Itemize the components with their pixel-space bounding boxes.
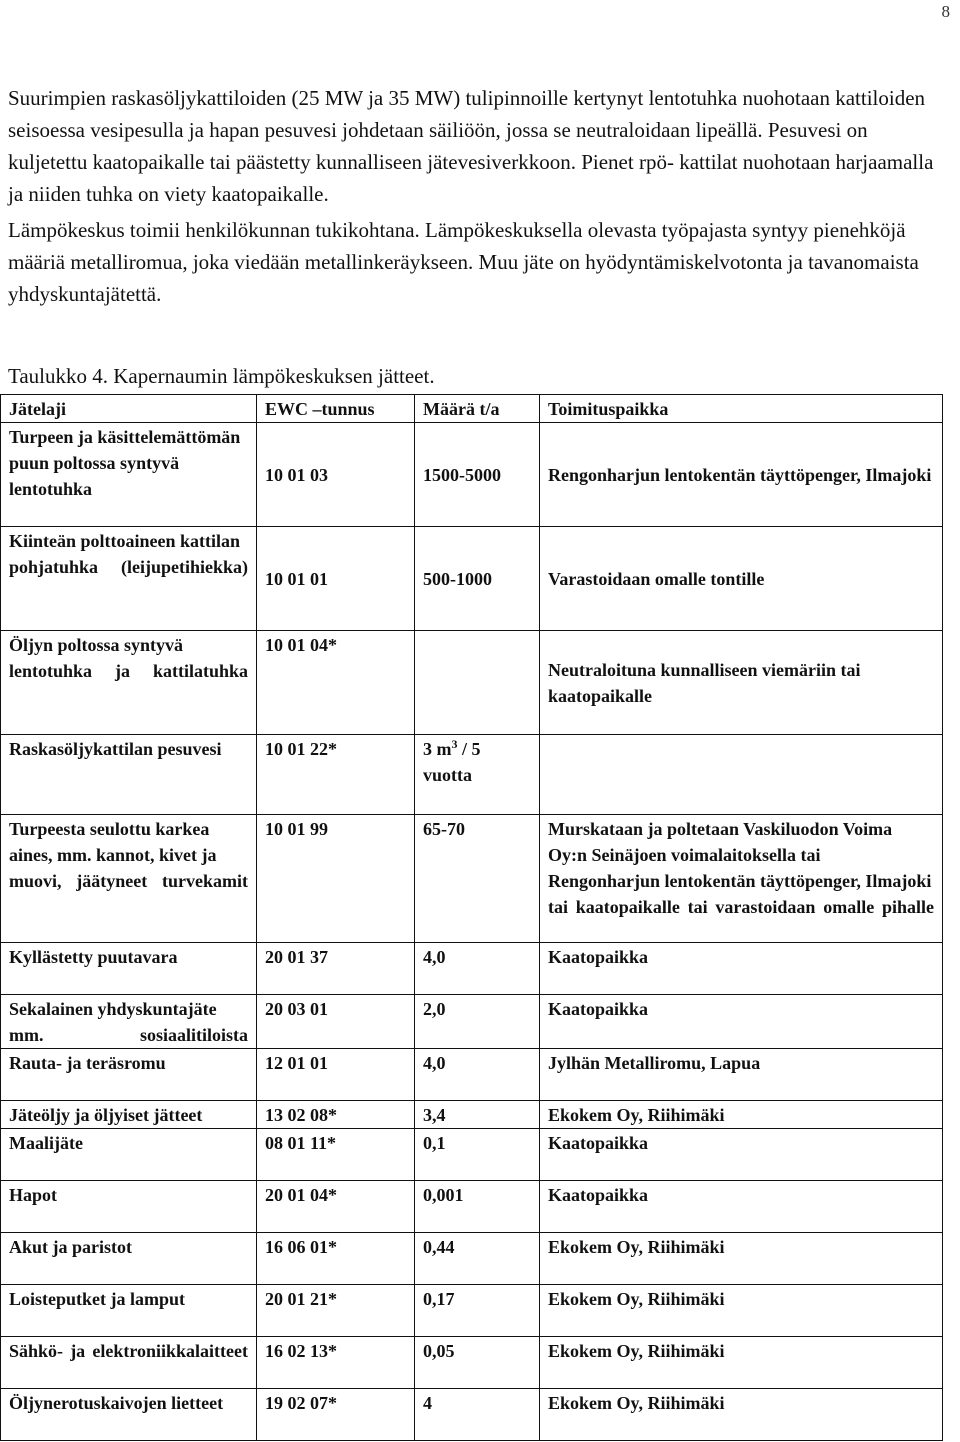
table-row <box>1 735 943 815</box>
table-row <box>1 527 943 631</box>
table-row <box>1 1049 943 1101</box>
waste-type-cell: Akut ja paristot <box>1 1233 257 1285</box>
table-row <box>1 1337 943 1389</box>
amount-cell <box>415 631 540 735</box>
column-header-waste-type: Jätelaji <box>1 395 257 423</box>
ewc-code-cell: 20 01 04* <box>257 1181 415 1233</box>
page-number: 8 <box>941 2 950 21</box>
destination-cell: Kaatopaikka <box>540 1181 943 1233</box>
waste-table <box>0 394 943 1441</box>
column-header-ewc-code: EWC –tunnus <box>257 395 415 423</box>
table-header-row <box>1 395 943 423</box>
amount-superscript: 3 <box>451 737 458 751</box>
destination-cell: Ekokem Oy, Riihimäki <box>540 1337 943 1389</box>
table-row <box>1 1233 943 1285</box>
table-row <box>1 995 943 1049</box>
amount-cell: 0,44 <box>415 1233 540 1285</box>
table-row <box>1 1181 943 1233</box>
amount-cell: 1500-5000 <box>415 423 540 527</box>
ewc-code-cell: 10 01 01 <box>257 527 415 631</box>
amount-cell: 0,001 <box>415 1181 540 1233</box>
ewc-code-cell: 10 01 03 <box>257 423 415 527</box>
ewc-code-cell: 20 01 37 <box>257 943 415 995</box>
amount-cell: 4 <box>415 1389 540 1441</box>
waste-type-cell: Rauta- ja teräsromu <box>1 1049 257 1101</box>
waste-type-cell: Jäteöljy ja öljyiset jätteet <box>1 1101 257 1129</box>
ewc-code-cell: 13 02 08* <box>257 1101 415 1129</box>
waste-type-cell: Sekalainen yhdyskuntajäte mm. sosiaalitiloista <box>1 995 257 1049</box>
destination-cell: Murskataan ja poltetaan Vaskiluodon Voima Oy:n Seinäjoen voimalaitoksella tai Rengonharjun lentokentän täyttöpenger, Ilmajoki tai kaatopaikalle tai varastoidaan omalle pihalle <box>540 815 943 943</box>
table-row <box>1 1129 943 1181</box>
destination-cell: Rengonharjun lentokentän täyttöpenger, Ilmajoki <box>540 423 943 527</box>
waste-type-cell: Raskasöljykattilan pesuvesi <box>1 735 257 815</box>
destination-cell: Ekokem Oy, Riihimäki <box>540 1285 943 1337</box>
ewc-code-cell: 16 02 13* <box>257 1337 415 1389</box>
destination-cell: Kaatopaikka <box>540 943 943 995</box>
waste-type-cell: Turpeen ja käsittelemättömän puun poltossa syntyvä lentotuhka <box>1 423 257 527</box>
table-caption: Taulukko 4. Kapernaumin lämpökeskuksen jätteet. <box>8 364 435 388</box>
waste-type-cell: Maalijäte <box>1 1129 257 1181</box>
table-row <box>1 1285 943 1337</box>
paragraph-workshop-waste: Lämpökeskus toimii henkilökunnan tukikohtana. Lämpökeskuksella olevasta työpajasta syntyy pienehköjä määriä metalliromua, joka viedään metallinkeräykseen. Muu jäte on hyödyntämiskelvotonta ja tavanomaista yhdyskuntajätettä. <box>8 218 919 306</box>
column-header-amount: Määrä t/a <box>415 395 540 423</box>
ewc-code-cell: 10 01 04* <box>257 631 415 735</box>
ewc-code-cell: 08 01 11* <box>257 1129 415 1181</box>
waste-type-cell: Kiinteän polttoaineen kattilan pohjatuhka (leijupetihiekka) <box>1 527 257 631</box>
destination-cell: Neutraloituna kunnalliseen viemäriin tai kaatopaikalle <box>540 631 943 735</box>
amount-cell: 0,05 <box>415 1337 540 1389</box>
ewc-code-cell: 20 01 21* <box>257 1285 415 1337</box>
waste-type-cell: Hapot <box>1 1181 257 1233</box>
destination-cell: Jylhän Metalliromu, Lapua <box>540 1049 943 1101</box>
amount-cell: 4,0 <box>415 1049 540 1101</box>
destination-cell: Varastoidaan omalle tontille <box>540 527 943 631</box>
amount-cell: 500-1000 <box>415 527 540 631</box>
ewc-code-cell: 16 06 01* <box>257 1233 415 1285</box>
column-header-destination: Toimituspaikka <box>540 395 943 423</box>
destination-cell: Ekokem Oy, Riihimäki <box>540 1101 943 1129</box>
paragraph-ash-cleaning: Suurimpien raskasöljykattiloiden (25 MW ja 35 MW) tulipinnoille kertynyt lentotuhka nuohotaan kattiloiden seisoessa vesipesulla ja hapan pesuvesi johdetaan säiliöön, jossa se neutraloidaan lipeällä. Pesuvesi on kuljetettu kaatopaikalle tai päästetty kunnalliseen jätevesiverkkoon. Pienet rpö- kattilat nuohotaan harjaamalla ja niiden tuhka on viety kaatopaikalle. <box>8 86 934 206</box>
waste-type-cell: Kyllästetty puutavara <box>1 943 257 995</box>
ewc-code-cell: 10 01 99 <box>257 815 415 943</box>
table-row <box>1 815 943 943</box>
waste-type-cell: Sähkö- ja elektroniikkalaitteet <box>1 1337 257 1389</box>
waste-type-cell: Öljynerotuskaivojen lietteet <box>1 1389 257 1441</box>
amount-cell: 2,0 <box>415 995 540 1049</box>
amount-value: 3 m <box>423 739 452 759</box>
waste-type-cell: Öljyn poltossa syntyvä lentotuhka ja kattilatuhka <box>1 631 257 735</box>
table-row <box>1 631 943 735</box>
table-row <box>1 423 943 527</box>
ewc-code-cell: 12 01 01 <box>257 1049 415 1101</box>
table-row <box>1 1101 943 1129</box>
amount-cell: 0,1 <box>415 1129 540 1181</box>
destination-cell <box>540 735 943 815</box>
destination-cell: Kaatopaikka <box>540 995 943 1049</box>
waste-type-cell: Turpeesta seulottu karkea aines, mm. kannot, kivet ja muovi, jäätyneet turvekamit <box>1 815 257 943</box>
destination-cell: Kaatopaikka <box>540 1129 943 1181</box>
amount-cell: 4,0 <box>415 943 540 995</box>
amount-period: / 5 vuotta <box>423 739 481 785</box>
table-row <box>1 1389 943 1441</box>
waste-type-cell: Loisteputket ja lamput <box>1 1285 257 1337</box>
destination-cell: Ekokem Oy, Riihimäki <box>540 1389 943 1441</box>
ewc-code-cell: 10 01 22* <box>257 735 415 815</box>
table-row <box>1 943 943 995</box>
amount-cell: 65-70 <box>415 815 540 943</box>
amount-cell: 3,4 <box>415 1101 540 1129</box>
ewc-code-cell: 20 03 01 <box>257 995 415 1049</box>
amount-cell: 0,17 <box>415 1285 540 1337</box>
ewc-code-cell: 19 02 07* <box>257 1389 415 1441</box>
destination-cell: Ekokem Oy, Riihimäki <box>540 1233 943 1285</box>
amount-cell <box>415 735 540 815</box>
